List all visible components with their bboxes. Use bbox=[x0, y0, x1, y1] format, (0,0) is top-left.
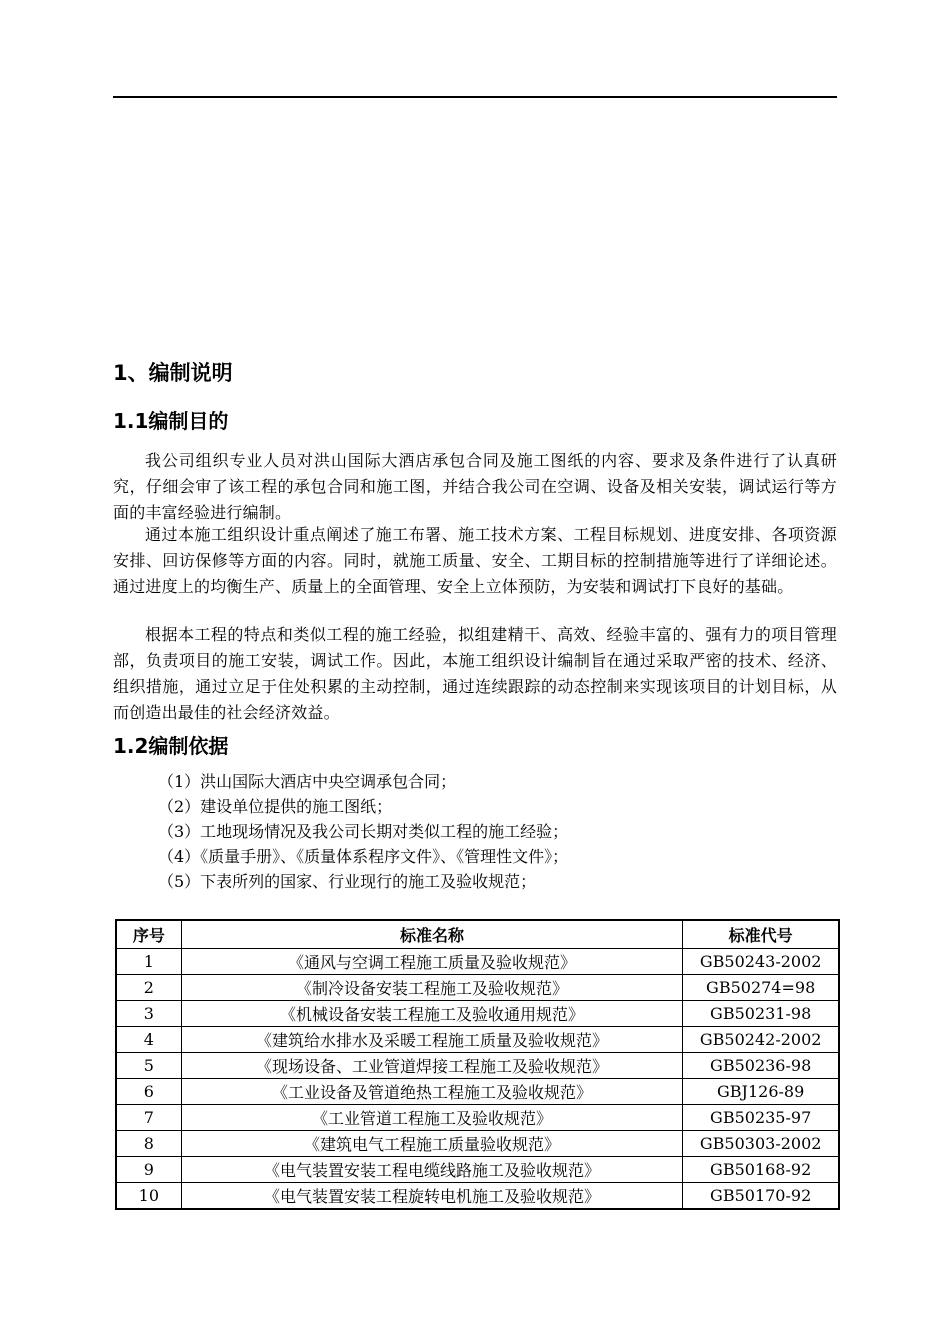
table-row bbox=[116, 949, 839, 975]
cell-code: GB50231-98 bbox=[683, 1001, 839, 1027]
cell-name: 《工业管道工程施工及验收规范》 bbox=[181, 1105, 683, 1131]
cell-index: 2 bbox=[116, 975, 181, 1001]
purpose-paragraph-3: 根据本工程的特点和类似工程的施工经验，拟组建精干、高效、经验丰富的、强有力的项目管理部，负责项目的施工安装，调试工作。因此，本施工组织设计编制旨在通过采取严密的技术、经济、组织措施，通过立足于住处积累的主动控制，通过连续跟踪的动态控制来实现该项目的计划目标，从而创造出最佳的社会经济效益。 bbox=[113, 625, 837, 722]
cell-name: 《现场设备、工业管道焊接工程施工及验收规范》 bbox=[181, 1053, 683, 1079]
cell-index: 7 bbox=[116, 1105, 181, 1131]
cell-index: 1 bbox=[116, 949, 181, 975]
cell-code: GB50243-2002 bbox=[683, 949, 839, 975]
cell-code: GB50170-92 bbox=[683, 1183, 839, 1210]
list-item: （4）《质量手册》、《质量体系程序文件》、《管理性文件》； bbox=[158, 847, 569, 866]
table-row bbox=[116, 1053, 839, 1079]
table-row bbox=[116, 1027, 839, 1053]
cell-index: 4 bbox=[116, 1027, 181, 1053]
cell-code: GB50168-92 bbox=[683, 1157, 839, 1183]
cell-code: GB50235-97 bbox=[683, 1105, 839, 1131]
cell-code: GB50236-98 bbox=[683, 1053, 839, 1079]
table-row bbox=[116, 975, 839, 1001]
purpose-paragraph-1: 我公司组织专业人员对洪山国际大酒店承包合同及施工图纸的内容、要求及条件进行了认真研究，仔细会审了该工程的承包合同和施工图，并结合我公司在空调、设备及相关安装，调试运行等方面的丰富经验进行编制。 bbox=[113, 451, 837, 522]
cell-name: 《通风与空调工程施工质量及验收规范》 bbox=[181, 949, 683, 975]
cell-index: 8 bbox=[116, 1131, 181, 1157]
section-title: 1、编制说明 bbox=[113, 361, 233, 385]
cell-index: 10 bbox=[116, 1183, 181, 1210]
cell-index: 3 bbox=[116, 1001, 181, 1027]
table-row bbox=[116, 1105, 839, 1131]
standards-table bbox=[115, 919, 840, 1210]
cell-code: GBJ126-89 bbox=[683, 1079, 839, 1105]
cell-name: 《机械设备安装工程施工及验收通用规范》 bbox=[181, 1001, 683, 1027]
list-item: （3）工地现场情况及我公司长期对类似工程的施工经验； bbox=[158, 822, 569, 841]
cell-index: 5 bbox=[116, 1053, 181, 1079]
list-item: （5）下表所列的国家、行业现行的施工及验收规范； bbox=[158, 872, 537, 891]
purpose-paragraph-2: 通过本施工组织设计重点阐述了施工布署、施工技术方案、工程目标规划、进度安排、各项资源安排、回访保修等方面的内容。同时，就施工质量、安全、工期目标的控制措施等进行了详细论述。通过进度上的均衡生产、质量上的全面管理、安全上立体预防，为安装和调试打下良好的基础。 bbox=[113, 525, 837, 596]
cell-name: 《建筑电气工程施工质量验收规范》 bbox=[181, 1131, 683, 1157]
cell-code: GB50242-2002 bbox=[683, 1027, 839, 1053]
header-name: 标准名称 bbox=[181, 920, 683, 949]
purpose-heading: 1.1编制目的 bbox=[113, 409, 229, 433]
cell-code: GB50274=98 bbox=[683, 975, 839, 1001]
table-row bbox=[116, 1157, 839, 1183]
cell-name: 《电气装置安装工程电缆线路施工及验收规范》 bbox=[181, 1157, 683, 1183]
header-code: 标准代号 bbox=[683, 920, 839, 949]
cell-name: 《制冷设备安装工程施工及验收规范》 bbox=[181, 975, 683, 1001]
table-row bbox=[116, 1131, 839, 1157]
basis-list bbox=[113, 769, 837, 894]
cell-code: GB50303-2002 bbox=[683, 1131, 839, 1157]
cell-name: 《建筑给水排水及采暖工程施工质量及验收规范》 bbox=[181, 1027, 683, 1053]
table-header-row bbox=[116, 920, 839, 949]
cell-index: 6 bbox=[116, 1079, 181, 1105]
table-row bbox=[116, 1001, 839, 1027]
list-item: （2）建设单位提供的施工图纸； bbox=[158, 797, 393, 816]
list-item: （1）洪山国际大酒店中央空调承包合同； bbox=[158, 772, 457, 791]
cell-name: 《工业设备及管道绝热工程施工及验收规范》 bbox=[181, 1079, 683, 1105]
cell-index: 9 bbox=[116, 1157, 181, 1183]
table-row bbox=[116, 1183, 839, 1210]
cell-name: 《电气装置安装工程旋转电机施工及验收规范》 bbox=[181, 1183, 683, 1210]
basis-heading: 1.2编制依据 bbox=[113, 734, 229, 758]
header-rule bbox=[113, 96, 837, 98]
table-row bbox=[116, 1079, 839, 1105]
header-index: 序号 bbox=[116, 920, 181, 949]
